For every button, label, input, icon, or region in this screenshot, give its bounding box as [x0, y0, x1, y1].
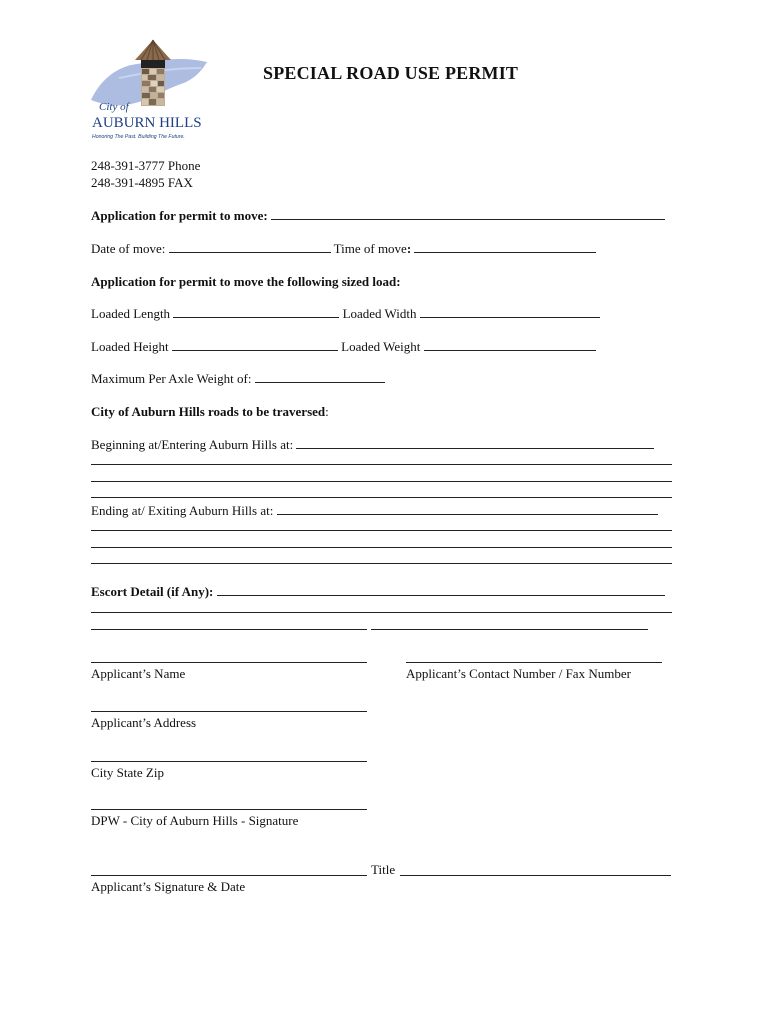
escort-field[interactable]: [217, 584, 665, 596]
application-move-label: Application for permit to move:: [91, 208, 665, 224]
ending-label: Ending at/ Exiting Auburn Hills at:: [91, 503, 274, 518]
title-field[interactable]: [400, 875, 671, 876]
loaded-height-field[interactable]: [172, 339, 338, 351]
applicant-address-label: Applicant’s Address: [91, 715, 197, 730]
loaded-width-label: Loaded Width: [342, 306, 417, 321]
ending-line-4[interactable]: [91, 563, 672, 564]
escort-label: Escort Detail (if Any):: [91, 584, 214, 599]
page-title: SPECIAL ROAD USE PERMIT: [263, 63, 519, 83]
fax-number: 248-391-4895 FAX: [91, 175, 193, 190]
city-state-zip-label: City State Zip: [91, 765, 164, 780]
time-of-move-label: Time of move: [333, 241, 407, 256]
logo-tagline: Honoring The Past. Building The Future.: [92, 134, 185, 140]
max-axle-weight-field[interactable]: [255, 371, 385, 383]
dpw-signature-label: DPW - City of Auburn Hills - Signature: [91, 813, 299, 828]
applicant-name-label: Applicant’s Name: [91, 666, 186, 681]
loaded-length-label: Loaded Length: [91, 306, 171, 321]
applicant-contact-field[interactable]: [406, 662, 662, 663]
loaded-weight-label: Loaded Weight: [341, 339, 421, 354]
roads-heading: City of Auburn Hills roads to be traversed:: [91, 404, 329, 419]
applicant-address-field[interactable]: [91, 711, 367, 712]
max-axle-weight-label: Maximum Per Axle Weight of:: [91, 371, 252, 386]
escort-row: [91, 584, 665, 600]
title-label: Title: [371, 862, 396, 877]
applicant-signature-field[interactable]: [91, 875, 367, 876]
applicant-contact-label: Applicant’s Contact Number / Fax Number: [406, 666, 631, 681]
beginning-line-2[interactable]: [91, 464, 672, 465]
beginning-label: Beginning at/Entering Auburn Hills at:: [91, 437, 294, 452]
beginning-line-4[interactable]: [91, 497, 672, 498]
escort-line-3a[interactable]: [91, 629, 367, 630]
city-logo: [89, 38, 213, 144]
loaded-weight-field[interactable]: [424, 339, 596, 351]
loaded-length-field[interactable]: [173, 306, 339, 318]
city-state-zip-field[interactable]: [91, 761, 367, 762]
height-weight-row: [91, 339, 596, 355]
escort-line-3b[interactable]: [371, 629, 648, 630]
sized-load-heading: Application for permit to move the following sized load:: [91, 274, 401, 289]
beginning-line-3[interactable]: [91, 481, 672, 482]
ending-field[interactable]: [277, 503, 658, 515]
phone-number: 248-391-3777 Phone: [91, 158, 201, 173]
loaded-height-label: Loaded Height: [91, 339, 169, 354]
date-time-row: Date of move: Time of move:: [91, 241, 596, 257]
date-of-move-label: Date of move:: [91, 241, 166, 256]
length-width-row: [91, 306, 600, 322]
loaded-width-field[interactable]: [420, 306, 600, 318]
axle-weight-row: [91, 371, 385, 387]
logo-city-of: City of: [99, 101, 129, 113]
logo-city-name: AUBURN HILLS: [92, 115, 202, 131]
ending-line-3[interactable]: [91, 547, 672, 548]
beginning-row: [91, 437, 654, 453]
applicant-name-field[interactable]: [91, 662, 367, 663]
time-of-move-field[interactable]: [414, 241, 596, 253]
ending-row: [91, 503, 658, 519]
escort-line-2[interactable]: [91, 612, 672, 613]
beginning-field[interactable]: [296, 437, 654, 449]
logo-graphic: [89, 38, 213, 144]
application-move-field[interactable]: [271, 208, 665, 220]
ending-line-2[interactable]: [91, 530, 672, 531]
applicant-signature-date-label: Applicant’s Signature & Date: [91, 879, 246, 894]
dpw-signature-field[interactable]: [91, 809, 367, 810]
date-of-move-field[interactable]: [169, 241, 331, 253]
